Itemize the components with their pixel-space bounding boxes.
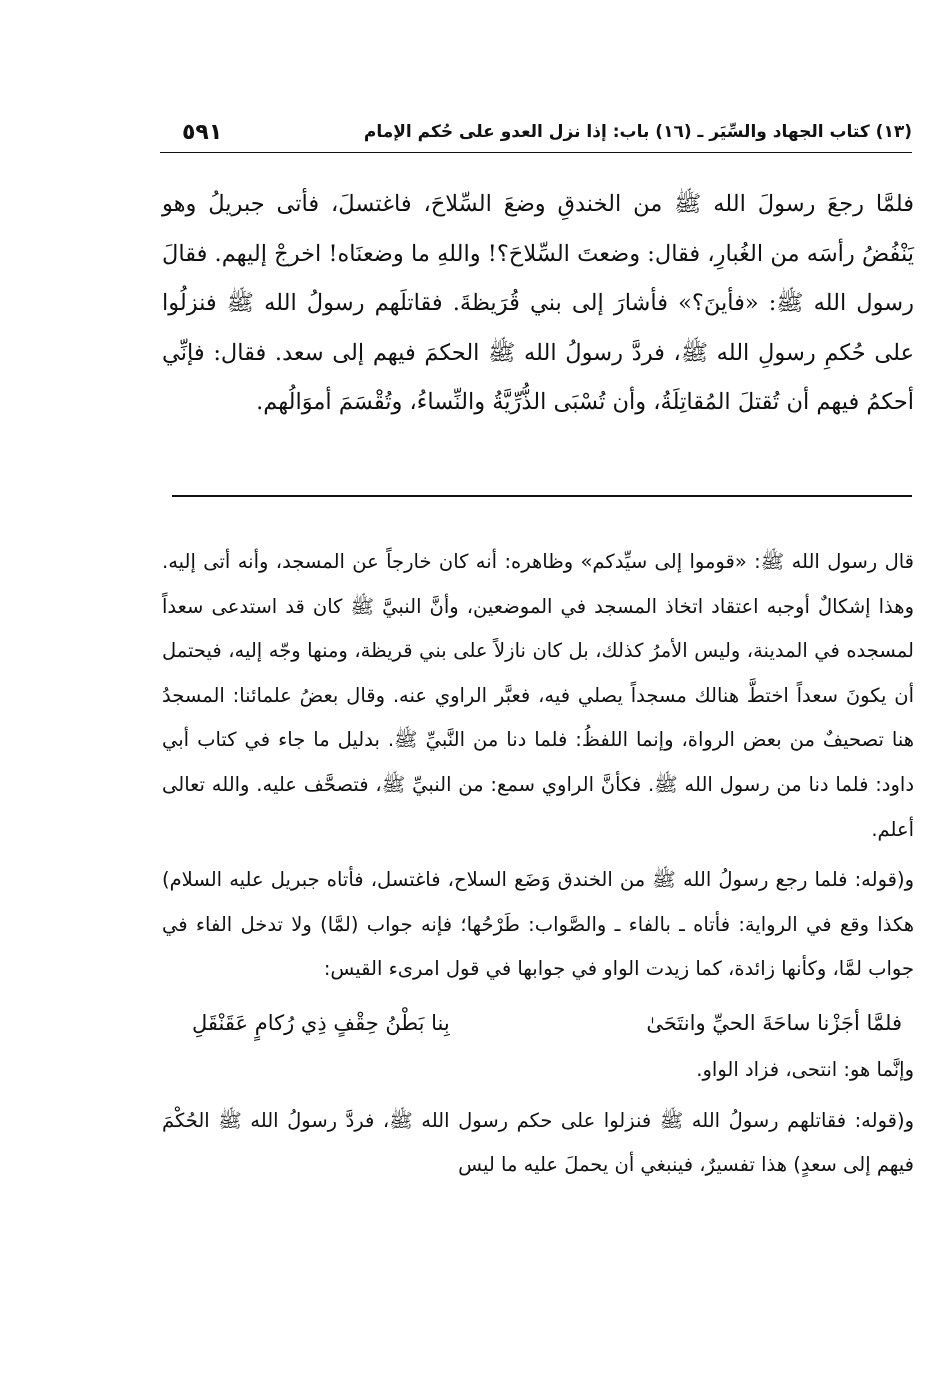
page-number: ٥٩١: [182, 120, 223, 145]
poetry-verse: [162, 992, 914, 1048]
commentary-paragraph: و(قوله: فقاتلهم رسولُ الله ﷺ فنزلوا على حكم رسول الله ﷺ، فردَّ رسولُ الله ﷺ الحُكْمَ فيهم إلى سعدٍ) هذا تفسيرٌ، فينبغي أن يحملَ عليه ما ليس: [162, 1108, 914, 1177]
running-head: (١٣) كتاب الجهاد والسِّيَر ـ (١٦) باب: إذا نزل العدو على حُكم الإمام: [363, 122, 912, 142]
verse-second-hemistich: بِنا بَطْنُ حِقْفٍ ذِي رُكامٍ عَقَنْقَلِ: [192, 1010, 450, 1035]
commentary-paragraph: وإنَّما هو: انتحى، فزاد الواو.: [696, 1057, 914, 1081]
verse-first-hemistich: فلمَّا أجَزْنا ساحَةَ الحيِّ وانتَحَىٰ: [646, 1010, 902, 1035]
hadith-text: [162, 180, 914, 428]
hadith-paragraph: فلمَّا رجعَ رسولَ الله ﷺ من الخندقِ وضعَ السِّلاحَ، فاغتسلَ، فأتى جبريلُ وهو يَنْفُضُ رأسَه من الغُبارِ، فقال: وضعتَ السِّلاحَ؟! واللهِ ما وضعنَاه! اخرجْ إليهم. فقالَ رسول الله ﷺ: «فأينَ؟» فأشارَ إلى بني قُرَيظةَ. فقاتلَهم رسولُ الله ﷺ فنزلُوا على حُكمِ رسولِ الله ﷺ، فردَّ رسولُ الله ﷺ الحكمَ فيهم إلى سعد. فقال: فإنِّي أحكمُ فيهم أن تُقتلَ المُقاتِلَةُ، وأن تُسْبَى الذُّرِّيَّةُ والنِّساءُ، وتُقْسَمَ أموَالُهم.: [162, 191, 914, 415]
commentary-paragraph: قال رسول الله ﷺ: «قوموا إلى سيِّدكم» وظاهره: أنه كان خارجاً عن المسجد، وأنه أتى إليه. وهذا إشكالٌ أوجبه اعتقاد اتخاذ المسجد في الموضعين، وأنَّ النبيَّ ﷺ كان قد استدعى سعداً لمسجده في المدينة، وليس الأمرُ كذلك، بل كان نازلاً على بني قريظة، ومنها وجّه إليه، فيحتمل أن يكونَ سعداً اختطَّ هنالك مسجداً يصلي فيه، فعبَّر الراوي عنه. وقال بعضُ علمائنا: المسجدُ هنا تصحيفٌ من بعض الرواة، وإنما اللفظُ: فلما دنا من النَّبيِّ ﷺ. بدليل ما جاء في كتاب أبي داود: فلما دنا من رسول الله ﷺ. فكأنَّ الراوي سمع: من النبيِّ ﷺ، فتصحَّف عليه. والله تعالى أعلم.: [162, 550, 914, 841]
commentary-paragraph: و(قوله: فلما رجع رسولُ الله ﷺ من الخندق وَضَع السلاح، فاغتسل، فأتاه جبريل عليه السلام) هكذا وقع في الرواية: فأتاه ـ بالفاء ـ والصَّواب: طَرْحُها؛ فإنه جواب (لمَّا) ولا تدخل الفاء في جواب لمَّا، وكأنها زائدة، كما زيدت الواو في جوابها في قول امرىء القيس:: [162, 868, 914, 981]
footnote-separator: [172, 495, 912, 497]
commentary-section: [162, 540, 914, 1188]
page-header: [160, 118, 912, 153]
